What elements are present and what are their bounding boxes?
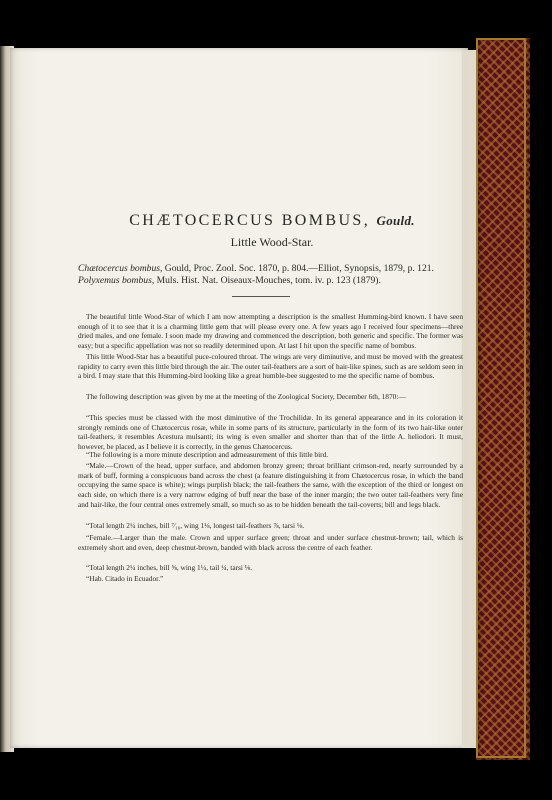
- body-paragraph: The following description was given by me at the meeting of the Zoological Society, December 6th, 1870:—: [86, 392, 406, 401]
- body-paragraph: “Female.—Larger than the male. Crown and upper surface green; throat and under surface chestnut-brown; tail, which is extremely short and even, deep chestnut-brown, banded with black across the centre of each feather.: [78, 533, 463, 552]
- reference-citation: , Gould, Proc. Zool. Soc. 1870, p. 804.—Elliot, Synopsis, 1879, p. 121.: [160, 263, 434, 274]
- divider-rule: [232, 296, 290, 297]
- species-title: [92, 212, 452, 230]
- reference-name: Polyxemus bombus: [78, 275, 152, 286]
- species-name: CHÆTOCERCUS BOMBUS,: [129, 212, 371, 229]
- body-paragraph: “This species must be classed with the most diminutive of the Trochilidæ. In its general appearance and in its coloration it strongly reminds one of Chætocercus rosæ, while in some parts of its structure, particularly in the form of its two hair-like outer tail-feathers, it resembles Acestura mulsanti; its wing is even smaller and shorter than that of the little A. heliodori. It must, however, be placed, as I believe it is correctly, in the genus Chætocercus.: [78, 413, 463, 452]
- species-author: Gould.: [376, 213, 415, 228]
- body-paragraph: “Hab. Citado in Ecuador.”: [86, 574, 164, 583]
- body-paragraph: “Male.—Crown of the head, upper surface, and abdomen bronzy green; throat brilliant crimson-red, nearly surrounded by a mark of buff, forming a conspicuous band across the chest (a feature distinguishing it from Chætocercus rosæ, in which the band occupying the same space is white); wings purplish black; the tail-feathers the same, with the exception of the third or longest on each side, on which there is a very narrow edging of buff near the base of the inner margin; the two outer tail-feathers very fine and hair-like, the four central ones extremely small, so much so as to be hidden beneath the tail-coverts; bill and legs black.: [78, 461, 463, 509]
- reference-name: Chætocercus bombus: [78, 263, 160, 274]
- reference-line: [78, 275, 381, 286]
- decorative-cover: [476, 38, 530, 760]
- body-paragraph: “The following is a more minute description and admeasurement of this little bird.: [86, 450, 329, 459]
- body-paragraph: “Total length 2¼ inches, bill ⁷⁄₁₆, wing 1⅛, longest tail-feathers ⅞, tarsi ⅛.: [86, 521, 305, 530]
- common-name: Little Wood-Star.: [230, 235, 314, 249]
- reference-citation: , Muls. Hist. Nat. Oiseaux-Mouches, tom. iv. p. 123 (1879).: [151, 275, 381, 286]
- body-paragraph: This little Wood-Star has a beautiful puce-coloured throat. The wings are very diminutive, and must be moved with the greatest rapidity to carry even this little bird through the air. The outer tail-feathers are a sort of hair-like spines, such as are seldom seen in a bird. I may state that this Humming-bird looking like a great humble-bee suggested to me the specific name of bombus.: [78, 352, 463, 381]
- body-paragraph: The beautiful little Wood-Star of which I am now attempting a description is the smallest Humming-bird known. I have seen enough of it to see that it is a charming little gem that will please every one. A few years ago I received four specimens—three dried males, and one female. I soon made my drawing and commenced the description, both generic and specific. The former was easy; but a specific appellation was not so readily determined upon. At last I hit upon the specific name of bombus.: [78, 312, 463, 351]
- body-paragraph: “Total length 2¼ inches, bill ⅝, wing 1¼, tail ¼, tarsi ⅛.: [86, 563, 253, 572]
- reference-line: [78, 263, 434, 274]
